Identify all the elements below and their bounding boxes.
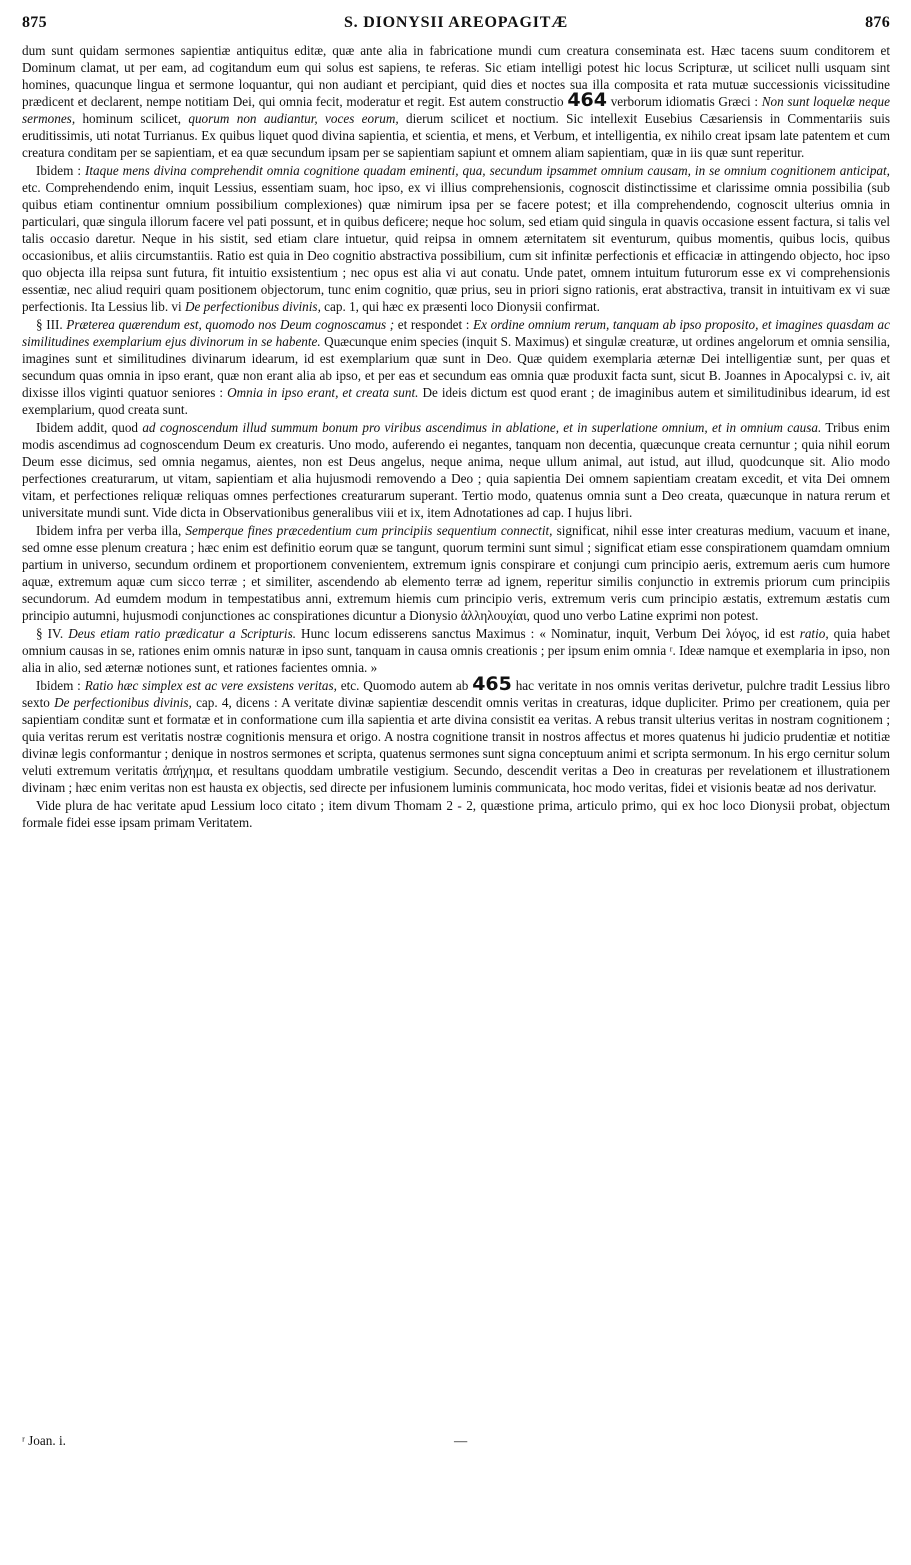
italic-text: Semperque fines præcedentium cum principiis sequentium connectit, (185, 523, 553, 538)
text-run: dierum scilicet et noctium. Sic intellexit Eusebius Cæsariensis in Commentariis suis eruditissimis, uti notat Turrianus. Ex quibus liquet quod divina sapientia, et scientia, et mens, et Verbum, et intelligentia, ex nihilo creat ipsam late patentem et cum creatura conditam per se sapientiam, et ea quæ secundum ipsam per se sapientiam sapiunt et omnem aliam sapientiam, quæ in iis quæ sunt reperitur. (22, 111, 891, 160)
italic-text: Omnia in ipso erant, et creata sunt. (227, 385, 419, 400)
text-run: etc. Comprehendendo enim, inquit Lessius, essentiam suam, hoc ipso, ex vi illius comprehensionis, cognoscit distinctissime et clarissime omnia possibilia (sub quibus etiam continentur omnium possibilium complexiones) quæ nimirum ipsa per se facere potest; et illa comprehendendo, cognoscit ulterius omnia in particulari, quæ singula illorum facere vel pati possunt, et in quibus deficere; neque hoc solum, sed etiam quid singula in quavis occasione essent factura, si talis vel talis occasio daretur. Neque in his sistit, sed etiam clare intuetur, quid reipsa in omnem æternitatem sit eventurum, quibus momentis, quibus locis, quibus occasionibus, et aliis circumstantiis. Ratio est quia in Deo cognitio abstractiva possibilium, cum sit infinitæ perfectionis et efficaciæ in attingendo objecto, hoc ipso quo objecta illa reipsa sunt futura, fit intuitio exsistentium ; nec opus est alia vi aut conatu. Unde patet, omnem intuitum futurorum esse ex vi comprehensionis essentiæ, nec aliud requiri quam positionem objectorum, tunc enim cognitio, quæ prius, seu in priori signo rationis, erat abstractiva, transit in intuitivam ex vi suæ perfectionis. Ita Lessius lib. vi (22, 180, 890, 314)
text-run: dum sunt quidam sermones sapientiæ antiquitus editæ, quæ ante alia in fabricatione mundi cum creatura conseminata est. Hæc tacens suum conditorem et Dominum clamat, ut per eam, ad cogitandum eum qui solus est sapiens, te referas. Sic etiam intelligi potest hic locus Scripturæ, ut scilicet nulli usquam sint homines, quacunque lingua et sermone loquantur, qui non audiant et percipiant, quid dies et noctes sua illa composita et rata mutuæ successionis vicissitudine prædicent et declarent, nempe notitiam Dei, qui omnia fecit, moderatur et regit. Est autem constructio (22, 43, 890, 109)
text-run: etc. Quomodo autem ab (336, 678, 473, 693)
text-run: hominum scilicet, (75, 111, 189, 126)
text-run: cap. 4, dicens : A veritate divinæ sapientiæ descendit omnis veritas in creaturas, idque dupliciter. Primo per creationem, quia per sapientiam conditæ sunt et formatæ et in conformatione cum illa sapientia et arte divina consistit ea veritas. A rebus transit ulterius veritas in nostram cognitionem ; quia veritas rerum est veritatis nostræ cognitionis mensura et origo. A nostra cognitione transit in nostros affectus et mores quatenus hi judicio prudentiæ et notitiæ divinæ legis conformantur ; denique in nostros sermones et scripta, quatenus sermones sunt signa conceptuum animi et scripta sermonum. In his ergo cernitur solum veluti extremum veritatis ἀπήχημα, et resultans quoddam umbratile vestigium. Secundo, descendit veritas a Deo in creaturas per revelationem et illustrationem divinam ; hæc enim veritas non est hausta ex objectis, sed directe per infusionem luminis communicata, hoc modo veritas, fidei et visionis beatæ ad nos derivatur. (22, 695, 890, 795)
text-run: Ibidem addit, quod (36, 420, 143, 435)
footnote-text: Joan. i. (28, 1433, 66, 1448)
italic-text: Præterea quærendum est, quomodo nos Deum cognoscamus ; (66, 317, 395, 332)
paragraph (22, 625, 890, 676)
text-run: Quæcunque enim species (inquit S. Maximus) et singulæ creaturæ, ut ordines angelorum et omnia sensilia, imagines sunt et similitudines divinarum idearum, id est exemplarium quæ sunt in Deo. Quæ quidem exemplaria æternæ Dei intelligentiæ sunt, per quas et secundum quas omnia in ipso erant, quæ non erant alia ab ipso, et per eas et secundum eas omnia quæ produxit facta sunt, sicut B. Joannes in Apocalypsi c. iv, ait dixisse illos viginti quatuor seniores : (22, 334, 890, 400)
page (22, 14, 891, 1448)
footnote (22, 1432, 66, 1449)
text-run: Ibidem : (36, 678, 85, 693)
italic-text: Ex ordine omnium rerum, tanquam ab ipso proposito, et imagines quasdam ac similitudines exemplarium ejus divinorum in se habente. (22, 317, 890, 349)
paragraph (22, 316, 890, 418)
text-run: verborum idiomatis Græci : (607, 94, 762, 109)
text-run: De ideis dictum est quod erant ; de imaginibus autem et similitudinibus idearum, id est exemplarium, quod creata sunt. (22, 385, 890, 417)
italic-text: ratio, (799, 626, 829, 641)
paragraph (22, 797, 890, 831)
running-header (22, 14, 890, 40)
paragraph (22, 522, 890, 624)
italic-text: quorum non audiantur, voces eorum, (188, 111, 399, 126)
footnote-mark: ʳ (22, 1433, 25, 1448)
paragraph (22, 162, 890, 315)
italic-text: Ratio hæc simplex est ac vere exsistens veritas, (84, 678, 337, 693)
text-run: significat, nihil esse inter creaturas medium, vacuum et inane, sed omne esse plenum creatura ; hæc enim est definitio eorum quæ se tangunt, quorum termini sunt simul ; significat etiam esse conspirationem quamdam omnium partium in universo, secundum ordinem et proportionem convenientem, extremum ignis conspirare et conjungi cum principio aeris, extremum aeris cum humore aquæ, extremum aquæ cum sicco terræ ; et similiter, ascendendo ab elemento terræ ad ignem, reperitur similis conjunctio in extremis priorum cum principiis secundorum. Ad eumdem modum in tempestatibus anni, extremum hiemis cum principio veris, extremum veris cum principio æstatis, extremum æstatis cum principio autumni, hujusmodi conjunctiones ac conspirationes dicuntur a Dionysio ἀλληλουχίαι, quod uno verbo Latine exprimi non potest. (22, 523, 890, 623)
text-run: quia habet omnium causas in se, rationes enim omnis naturæ in ipso sunt, tanquam in causa omnis creationis ; per ipsum enim omnia ʳ. Ideæ namque et exemplaria in ipso, non alia in alio, sed æternæ notiones sunt, et rationes facientes omnia. » (22, 626, 890, 675)
paragraph (22, 419, 890, 521)
text-body (22, 42, 890, 831)
italic-text: ad cognoscendum illud summum bonum pro viribus ascendimus in ablatione, et in superlatione omnium, et in omnium causa. (142, 420, 822, 435)
text-run: Tribus enim modis ascendimus ad cognoscendum Deum ex creaturis. Uno modo, auferendo ei negantes, tanquam non decentia, quæcunque creata cernuntur ; quia nihil eorum Deum esse dicimus, sed omnia negamus, aientes, non est Deus angelus, neque anima, neque ullum animal, aut istud, aut illud, quodcunque sit. Alio modo perfectiones creaturarum, ut vitam, sapientiam et alia hujusmodi removendo a Deo ; quia sapientia Dei omnem sapientiam creatam excedit, et vita Dei omnem vitam, et perfectiones reliquæ reliquas omnes perfectiones creaturarum superant. Tertio modo, quatenus omnia sunt a Deo creata, quæcunque in natura rerum et universitate mundi sunt. Vide dicta in Observationibus generalibus viii et ix, item Adnotationes ad cap. I hujus libri. (22, 420, 890, 520)
column-marker: 465 (472, 673, 512, 695)
running-title: S. DIONYSII AREOPAGITÆ (343, 14, 568, 31)
italic-text: Non sunt loquelæ neque sermones, (22, 94, 890, 126)
column-marker: 464 (567, 89, 607, 111)
italic-text: De perfectionibus divinis, (54, 695, 192, 710)
text-run: Hunc locum edisserens sanctus Maximus : « Nominatur, inquit, Verbum Dei λόγος, id est (296, 626, 800, 641)
text-run: § III. (36, 317, 67, 332)
italic-text: Deus etiam ratio prædicatur a Scripturis. (68, 626, 297, 641)
page-number-left: 875 (22, 14, 47, 31)
text-run: hac veritate in nos omnis veritas derivetur, pulchre tradit Lessius libro sexto (22, 678, 890, 710)
page-number-right: 876 (865, 14, 890, 31)
text-run: cap. 1, qui hæc ex præsenti loco Dionysii confirmat. (320, 299, 600, 314)
text-run: et respondet : (394, 317, 474, 332)
text-run: § IV. (36, 626, 69, 641)
text-run: Ibidem infra per verba illa, (36, 523, 186, 538)
italic-text: Itaque mens divina comprehendit omnia cognitione quadam eminenti, qua, secundum ipsammet omnium causam, in se omnium cognitionem anticipat, (85, 163, 890, 178)
paragraph (22, 42, 890, 161)
italic-text: De perfectionibus divinis, (184, 299, 321, 314)
text-run: Ibidem : (36, 163, 85, 178)
paragraph (22, 673, 890, 796)
end-dash: — (454, 1433, 468, 1448)
text-run: Vide plura de hac veritate apud Lessium loco citato ; item divum Thomam 2 - 2, quæstione prima, articulo primo, qui ex hoc loco Dionysii probat, objectum formale fidei esse ipsam primam Veritatem. (22, 798, 890, 830)
